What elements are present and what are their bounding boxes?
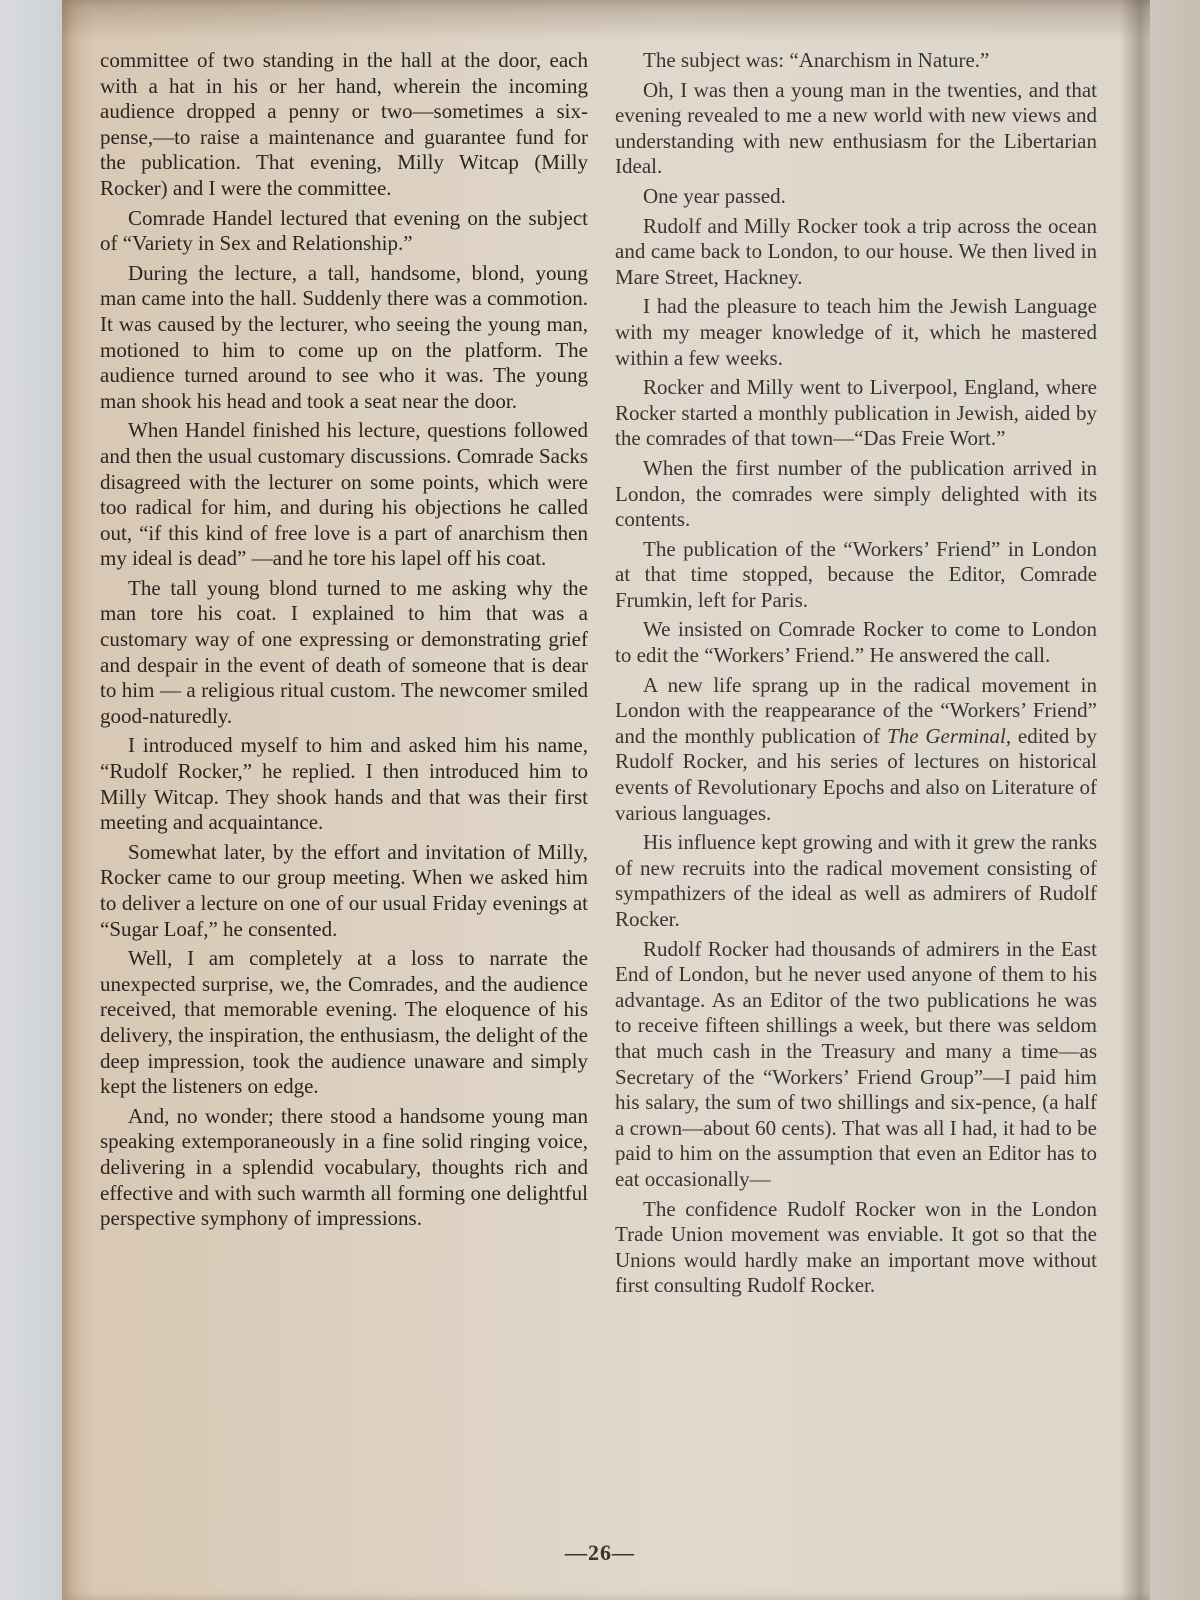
paragraph: His influence kept growing and with it grew the ranks of new recruits into the radical movement consisting of sympathizers of the ideal as well as admirers of Rudolf Rocker. (615, 830, 1097, 931)
paragraph: When the first number of the publication arrived in London, the comrades were simply delighted with its contents. (615, 455, 1097, 532)
paragraph: One year passed. (643, 183, 786, 208)
paragraph: And, no wonder; there stood a handsome young man speaking extemporaneously in a fine solid ringing voice, delivering in a splendid vocabulary, thoughts rich and effective and with such warmth all forming one delightful perspective symphony of impressions. (100, 1103, 588, 1231)
next-page-edge (1150, 0, 1200, 1600)
paragraph (615, 673, 1097, 827)
paragraph: I introduced myself to him and asked him his name, “Rudolf Rocker,” he replied. I then introduced him to Milly Witcap. They shook hands and that was their first meeting and acquaintance. (100, 733, 588, 835)
left-text-column (100, 48, 588, 1236)
paragraph: Oh, I was then a young man in the twenties, and that evening revealed to me a new world with new views and understanding with new enthusiasm for the Libertarian Ideal. (615, 77, 1097, 179)
paragraph: committee of two standing in the hall at the door, each with a hat in his or her hand, wherein the incoming audience dropped a penny or two—sometimes a six-pense,—to raise a maintenance and guarantee fund for the publication. That evening, Milly Witcap (Milly Rocker) and I were the committee. (100, 48, 588, 200)
paragraph: The publication of the “Workers’ Friend” in London at that time stopped, because the Editor, Comrade Frumkin, left for Paris. (615, 536, 1097, 612)
paragraph: The subject was: “Anarchism in Nature.” (643, 48, 990, 72)
paragraph: Well, I am completely at a loss to narrate the unexpected surprise, we, the Comrades, and the audience received, that memorable evening. The eloquence of his delivery, the inspiration, the enthusiasm, the delight of the deep impression, took the audience unaware and simply kept the listeners on edge. (100, 946, 588, 1099)
paragraph: When Handel finished his lecture, questions followed and then the usual customary discussions. Comrade Sacks disagreed with the lecturer on some points, which were too radical for him, and during his objections he called out, “if this kind of free love is a part of anarchism then my ideal is dead” —and he tore his lapel off his coat. (100, 418, 588, 571)
paragraph: Somewhat later, by the effort and invitation of Milly, Rocker came to our group meeting. When we asked him to deliver a lecture on one of our usual Friday evenings at “Sugar Loaf,” he consented. (100, 839, 588, 941)
paragraph: Rocker and Milly went to Liverpool, England, where Rocker started a monthly publication in Jewish, aided by the comrades of that town—“Das Freie Wort.” (615, 375, 1097, 451)
paragraph: We insisted on Comrade Rocker to come to London to edit the “Workers’ Friend.” He answered the call. (615, 617, 1097, 668)
publication-title: The Germinal (887, 723, 1006, 748)
paragraph: The tall young blond turned to me asking why the man tore his coat. I explained to him that was a customary way of one expressing or demonstrating grief and despair in the event of death of someone that is dear to him — a religious ritual custom. The newcomer smiled good-naturedly. (100, 575, 588, 728)
paragraph-text: A new life sprang up in the radical movement in London with the reappearance of the “Workers’ Friend” and the monthly publication of (615, 672, 1097, 748)
paragraph: Rudolf and Milly Rocker took a trip across the ocean and came back to London, to our house. We then lived in Mare Street, Hackney. (615, 213, 1097, 289)
paragraph: I had the pleasure to teach him the Jewish Language with my meager knowledge of it, which he mastered within a few weeks. (615, 294, 1097, 370)
paragraph: The confidence Rudolf Rocker won in the London Trade Union movement was enviable. It got so that the Unions would hardly make an important move without first consulting Rudolf Rocker. (615, 1196, 1097, 1298)
page-number: —26— (565, 1540, 635, 1565)
right-text-column (615, 48, 1097, 1303)
paragraph: Comrade Handel lectured that evening on the subject of “Variety in Sex and Relationship.” (100, 205, 588, 256)
paragraph: During the lecture, a tall, handsome, blond, young man came into the hall. Suddenly there was a commotion. It was caused by the lecturer, who seeing the young man, motioned to him to come up on the platform. The audience turned around to see who it was. The young man shook his head and took a seat near the door. (100, 260, 588, 413)
paragraph: Rudolf Rocker had thousands of admirers in the East End of London, but he never used anyone of them to his advantage. As an Editor of the two publications he was to receive fifteen shillings a week, but there was seldom that much cash in the Treasury and many a time—as Secretary of the “Workers’ Friend Group”—I paid him his salary, the sum of two shillings and six-pence, (a half a crown—about 60 cents). That was all I had, it had to be paid to him on the assumption that even an Editor has to eat occasionally— (615, 936, 1097, 1191)
paragraph-text: , edited by Rudolf Rocker, and his series of lectures on historical events of Revolutionary Epochs and also on Literature of various languages. (615, 723, 1098, 825)
page-top-shadow (62, 0, 1152, 40)
